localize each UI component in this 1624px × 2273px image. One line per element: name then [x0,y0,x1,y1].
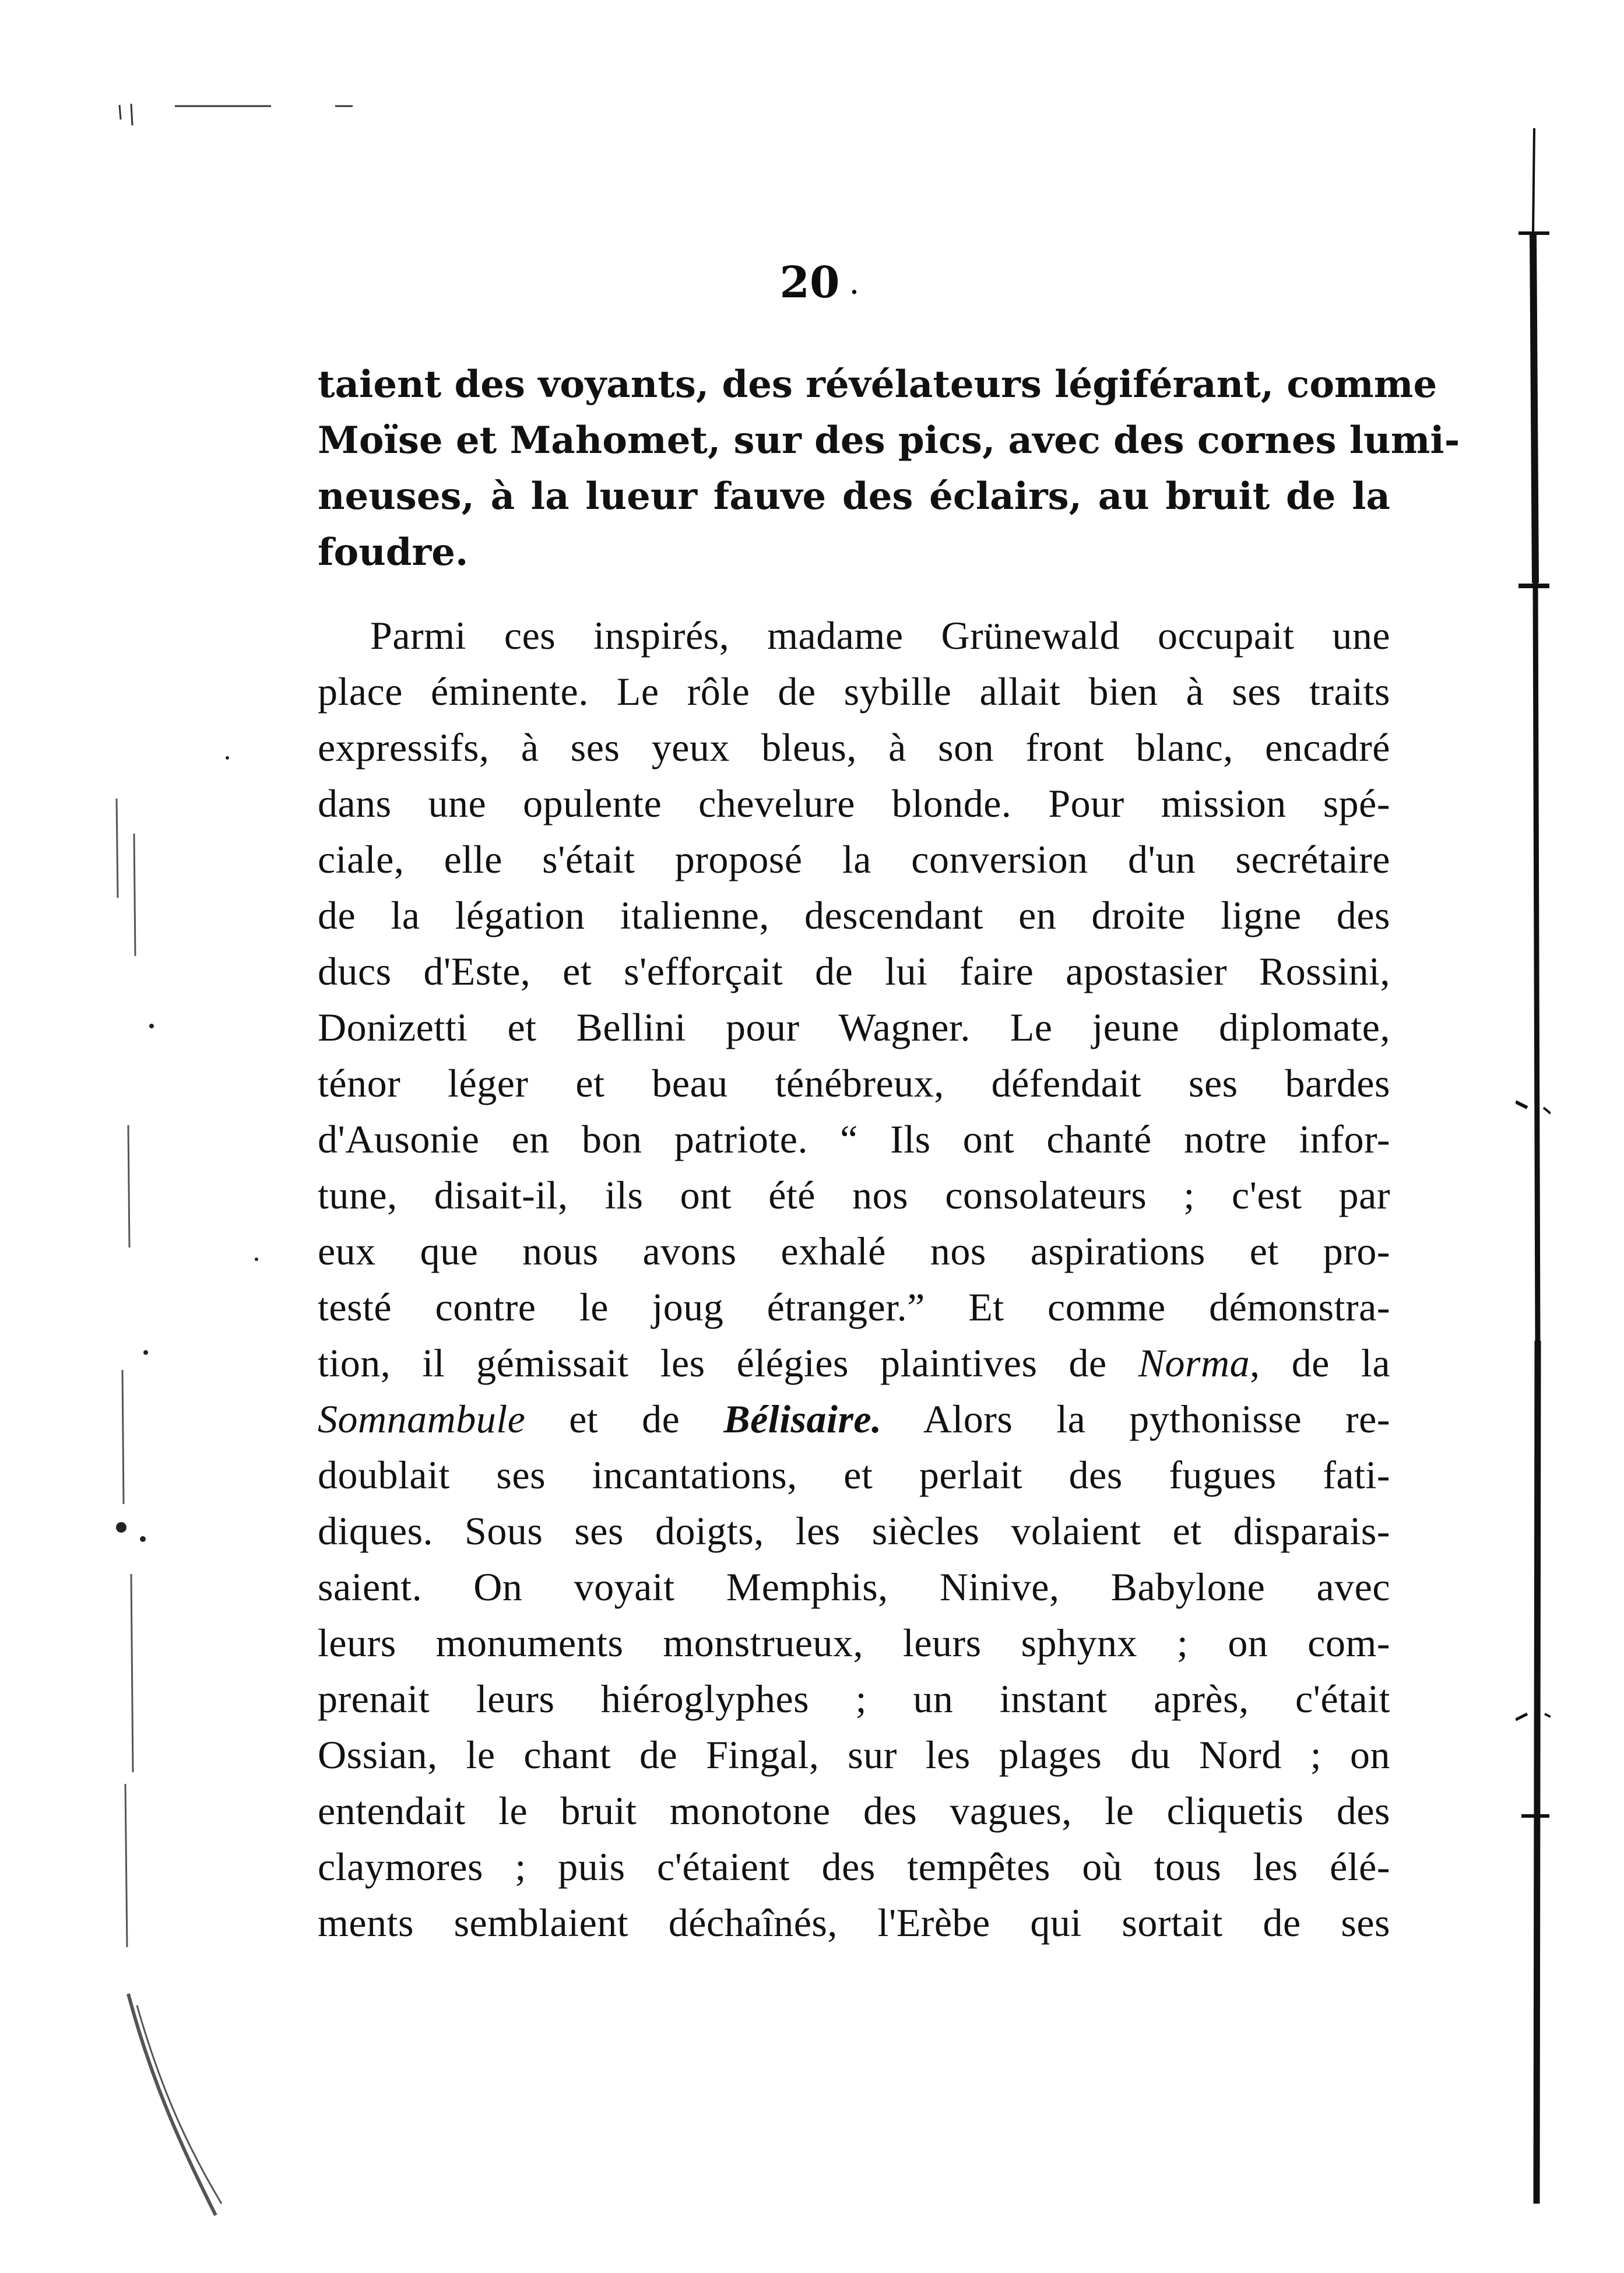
text-line: tune, disait-il, ils ont été nos consolateurs ; c'est par [318,1173,1390,1217]
paragraph-continuation [318,357,1460,581]
text-line: diques. Sous ses doigts, les siècles volaient et disparais- [318,1509,1390,1553]
text-line: neuses, à la lueur fauve des éclairs, au bruit de la [318,475,1390,518]
text-line: entendait le bruit monotone des vagues, le cliquetis des [318,1789,1390,1833]
page-number [778,258,860,308]
text-segment: Alors la pythonisse re- [881,1397,1390,1441]
text-line: Moïse et Mahomet, sur des pics, avec des cornes lumi- [318,419,1460,462]
text-line: testé contre le joug étranger.” Et comme démonstra- [318,1285,1390,1329]
page-number-value: 20 [779,258,840,308]
text-line: Donizetti et Bellini pour Wagner. Le jeune diplomate, [318,1005,1390,1049]
text-line: ducs d'Este, et s'efforçait de lui faire apostasier Rossini, [318,949,1390,993]
text-line: Ossian, le chant de Fingal, sur les plages du Nord ; on [318,1733,1390,1777]
text-segment: et de [525,1397,724,1441]
text-line-somnambule [318,1391,1390,1447]
text-line: expressifs, à ses yeux bleus, à son front blanc, encadré [318,725,1390,770]
text-segment: , de la [1250,1341,1390,1385]
title-somnambule: Somnambule [318,1397,526,1441]
text-line-norma [318,1335,1390,1391]
text-line: ciale, elle s'était proposé la conversion d'un secrétaire [318,837,1390,881]
text-line: eux que nous avons exhalé nos aspirations et pro- [318,1229,1390,1273]
text-line: doublait ses incantations, et perlait des fugues fati- [318,1453,1390,1497]
text-line: d'Ausonie en bon patriote. “ Ils ont chanté notre infor- [318,1117,1390,1161]
body-text [318,357,1460,1951]
page-number-mark: . [850,272,859,300]
text-line: taient des voyants, des révélateurs légiférant, comme [318,363,1437,406]
text-line: leurs monuments monstrueux, leurs sphynx ; on com- [318,1621,1390,1665]
text-line: ments semblaient déchaînés, l'Erèbe qui sortait de ses [318,1900,1390,1945]
text-line: dans une opulente chevelure blonde. Pour mission spé- [318,781,1390,825]
scan-binding-right [1516,117,1551,2215]
title-norma: Norma [1138,1341,1250,1385]
text-segment: tion, il gémissait les élégies plaintives de [318,1341,1138,1385]
text-line: ténor léger et beau ténébreux, défendait ses bardes [318,1061,1390,1105]
paragraph-parmi [318,607,1390,1951]
text-line: saient. On voyait Memphis, Ninive, Babylone avec [318,1565,1390,1609]
title-belisaire: Bélisaire. [723,1397,882,1441]
text-line: Parmi ces inspirés, madame Grünewald occupait une [370,613,1390,658]
text-line: foudre. [318,531,469,574]
text-line: place éminente. Le rôle de sybille allait bien à ses traits [318,669,1390,714]
scan-noise-left [82,70,274,2227]
text-line: prenait leurs hiéroglyphes ; un instant après, c'était [318,1677,1390,1721]
text-line: claymores ; puis c'étaient des tempêtes où tous les élé- [318,1845,1390,1889]
text-line: de la légation italienne, descendant en droite ligne des [318,893,1390,937]
